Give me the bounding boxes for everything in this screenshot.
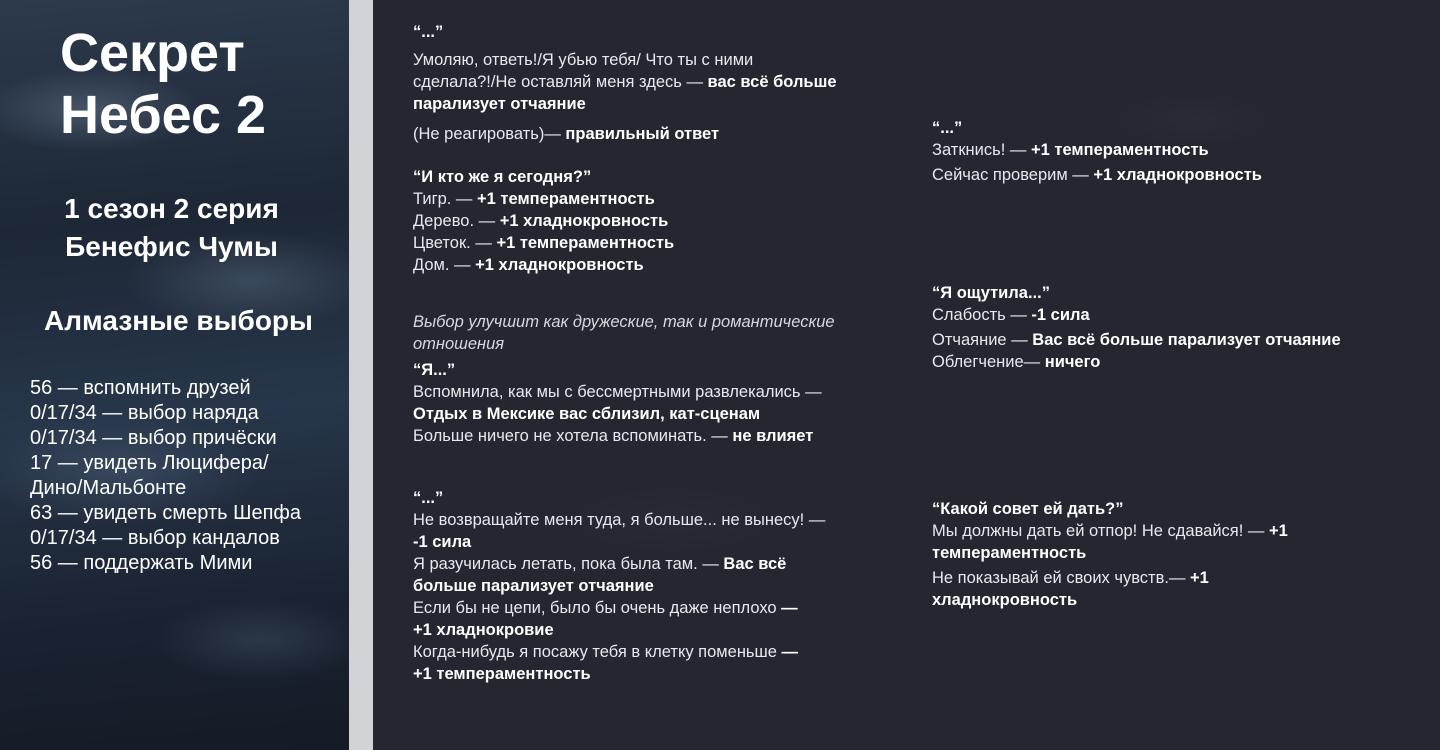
choice-line: Не показывай ей своих чувств.— +1 — [932, 569, 1209, 587]
diamond-choices-list — [30, 376, 345, 576]
list-item: 0/17/34 — выбор причёски — [30, 427, 277, 449]
choice-line: Умоляю, ответь!/Я убью тебя/ Что ты с ними — [413, 51, 754, 69]
note-text: Выбор улучшит как дружеские, так и романтические — [413, 313, 835, 331]
choice-line: Дом. — +1 хладнокровность — [413, 256, 644, 274]
list-item: 56 — вспомнить друзей — [30, 377, 251, 399]
block-quote: “Я ощутила...” — [932, 284, 1050, 302]
page-title — [60, 22, 340, 146]
choice-line: Дерево. — +1 хладнокровность — [413, 212, 669, 230]
choice-line: Цветок. — +1 темпераментность — [413, 234, 675, 252]
diamond-choices-heading: Алмазные выборы — [44, 305, 313, 336]
list-item: 0/17/34 — выбор наряда — [30, 402, 259, 424]
choice-line: Я разучилась летать, пока была там. — Вас всё — [413, 555, 787, 573]
choice-block — [932, 117, 1422, 186]
sidebar-panel — [0, 0, 349, 750]
choice-block — [413, 311, 913, 447]
block-quote: “И кто же я сегодня?” — [413, 168, 592, 186]
choice-line: Когда-нибудь я посажу тебя в клетку поменьше — — [413, 643, 799, 661]
choice-block — [413, 21, 913, 145]
choice-result: +1 хладнокровие — [413, 621, 554, 639]
block-quote: “...” — [413, 489, 444, 507]
choice-line: Вспомнила, как мы с бессмертными развлекались — — [413, 383, 822, 401]
episode-line-1: 1 сезон 2 серия — [64, 193, 279, 224]
choice-result: -1 сила — [413, 533, 472, 551]
choice-line: Заткнись! — +1 темпераментность — [932, 141, 1209, 159]
choice-block — [413, 166, 913, 276]
list-item: Дино/Мальбонте — [30, 477, 187, 499]
block-quote: “Какой совет ей дать?” — [932, 500, 1124, 518]
choice-result: +1 темпераментность — [413, 665, 591, 683]
block-quote: “Я...” — [413, 361, 456, 379]
title-line-1: Секрет — [60, 23, 245, 83]
choice-block — [413, 487, 913, 685]
choice-line: Тигр. — +1 темпераментность — [413, 190, 655, 208]
block-quote: “...” — [413, 23, 444, 41]
choice-line: Облегчение— ничего — [932, 353, 1101, 371]
choice-line: (Не реагировать)— правильный ответ — [413, 125, 720, 143]
choice-line: Отчаяние — Вас всё больше парализует отчаяние — [932, 331, 1341, 349]
choice-result: Отдых в Мексике вас сблизил, кат-сценам — [413, 405, 761, 423]
choice-line: сделала?!/Не оставляй меня здесь — вас всё больше — [413, 73, 837, 91]
divider — [349, 0, 373, 750]
choice-line: Сейчас проверим — +1 хладнокровность — [932, 166, 1262, 184]
choice-line: Не возвращайте меня туда, я больше... не вынесу! — — [413, 511, 826, 529]
choice-line: Мы должны дать ей отпор! Не сдавайся! — +1 — [932, 522, 1288, 540]
episode-heading — [0, 190, 343, 266]
choice-result: парализует отчаяние — [413, 95, 586, 113]
choice-result: больше парализует отчаяние — [413, 577, 654, 595]
choice-block — [932, 498, 1422, 611]
list-item: 17 — увидеть Люцифера/ — [30, 452, 269, 474]
block-quote: “...” — [932, 119, 963, 137]
choice-result: хладнокровность — [932, 591, 1078, 609]
choice-line: Слабость — -1 сила — [932, 306, 1090, 324]
note-text: отношения — [413, 335, 505, 353]
list-item: 0/17/34 — выбор кандалов — [30, 527, 280, 549]
choice-line: Больше ничего не хотела вспоминать. — не влияет — [413, 427, 814, 445]
choice-line: Если бы не цепи, было бы очень даже неплохо — — [413, 599, 798, 617]
list-item: 63 — увидеть смерть Шепфа — [30, 502, 301, 524]
choice-result: темпераментность — [932, 544, 1087, 562]
episode-line-2: Бенефис Чумы — [65, 231, 278, 262]
choice-block — [932, 282, 1422, 373]
list-item: 56 — поддержать Мими — [30, 552, 253, 574]
title-line-2: Небес 2 — [60, 85, 267, 145]
